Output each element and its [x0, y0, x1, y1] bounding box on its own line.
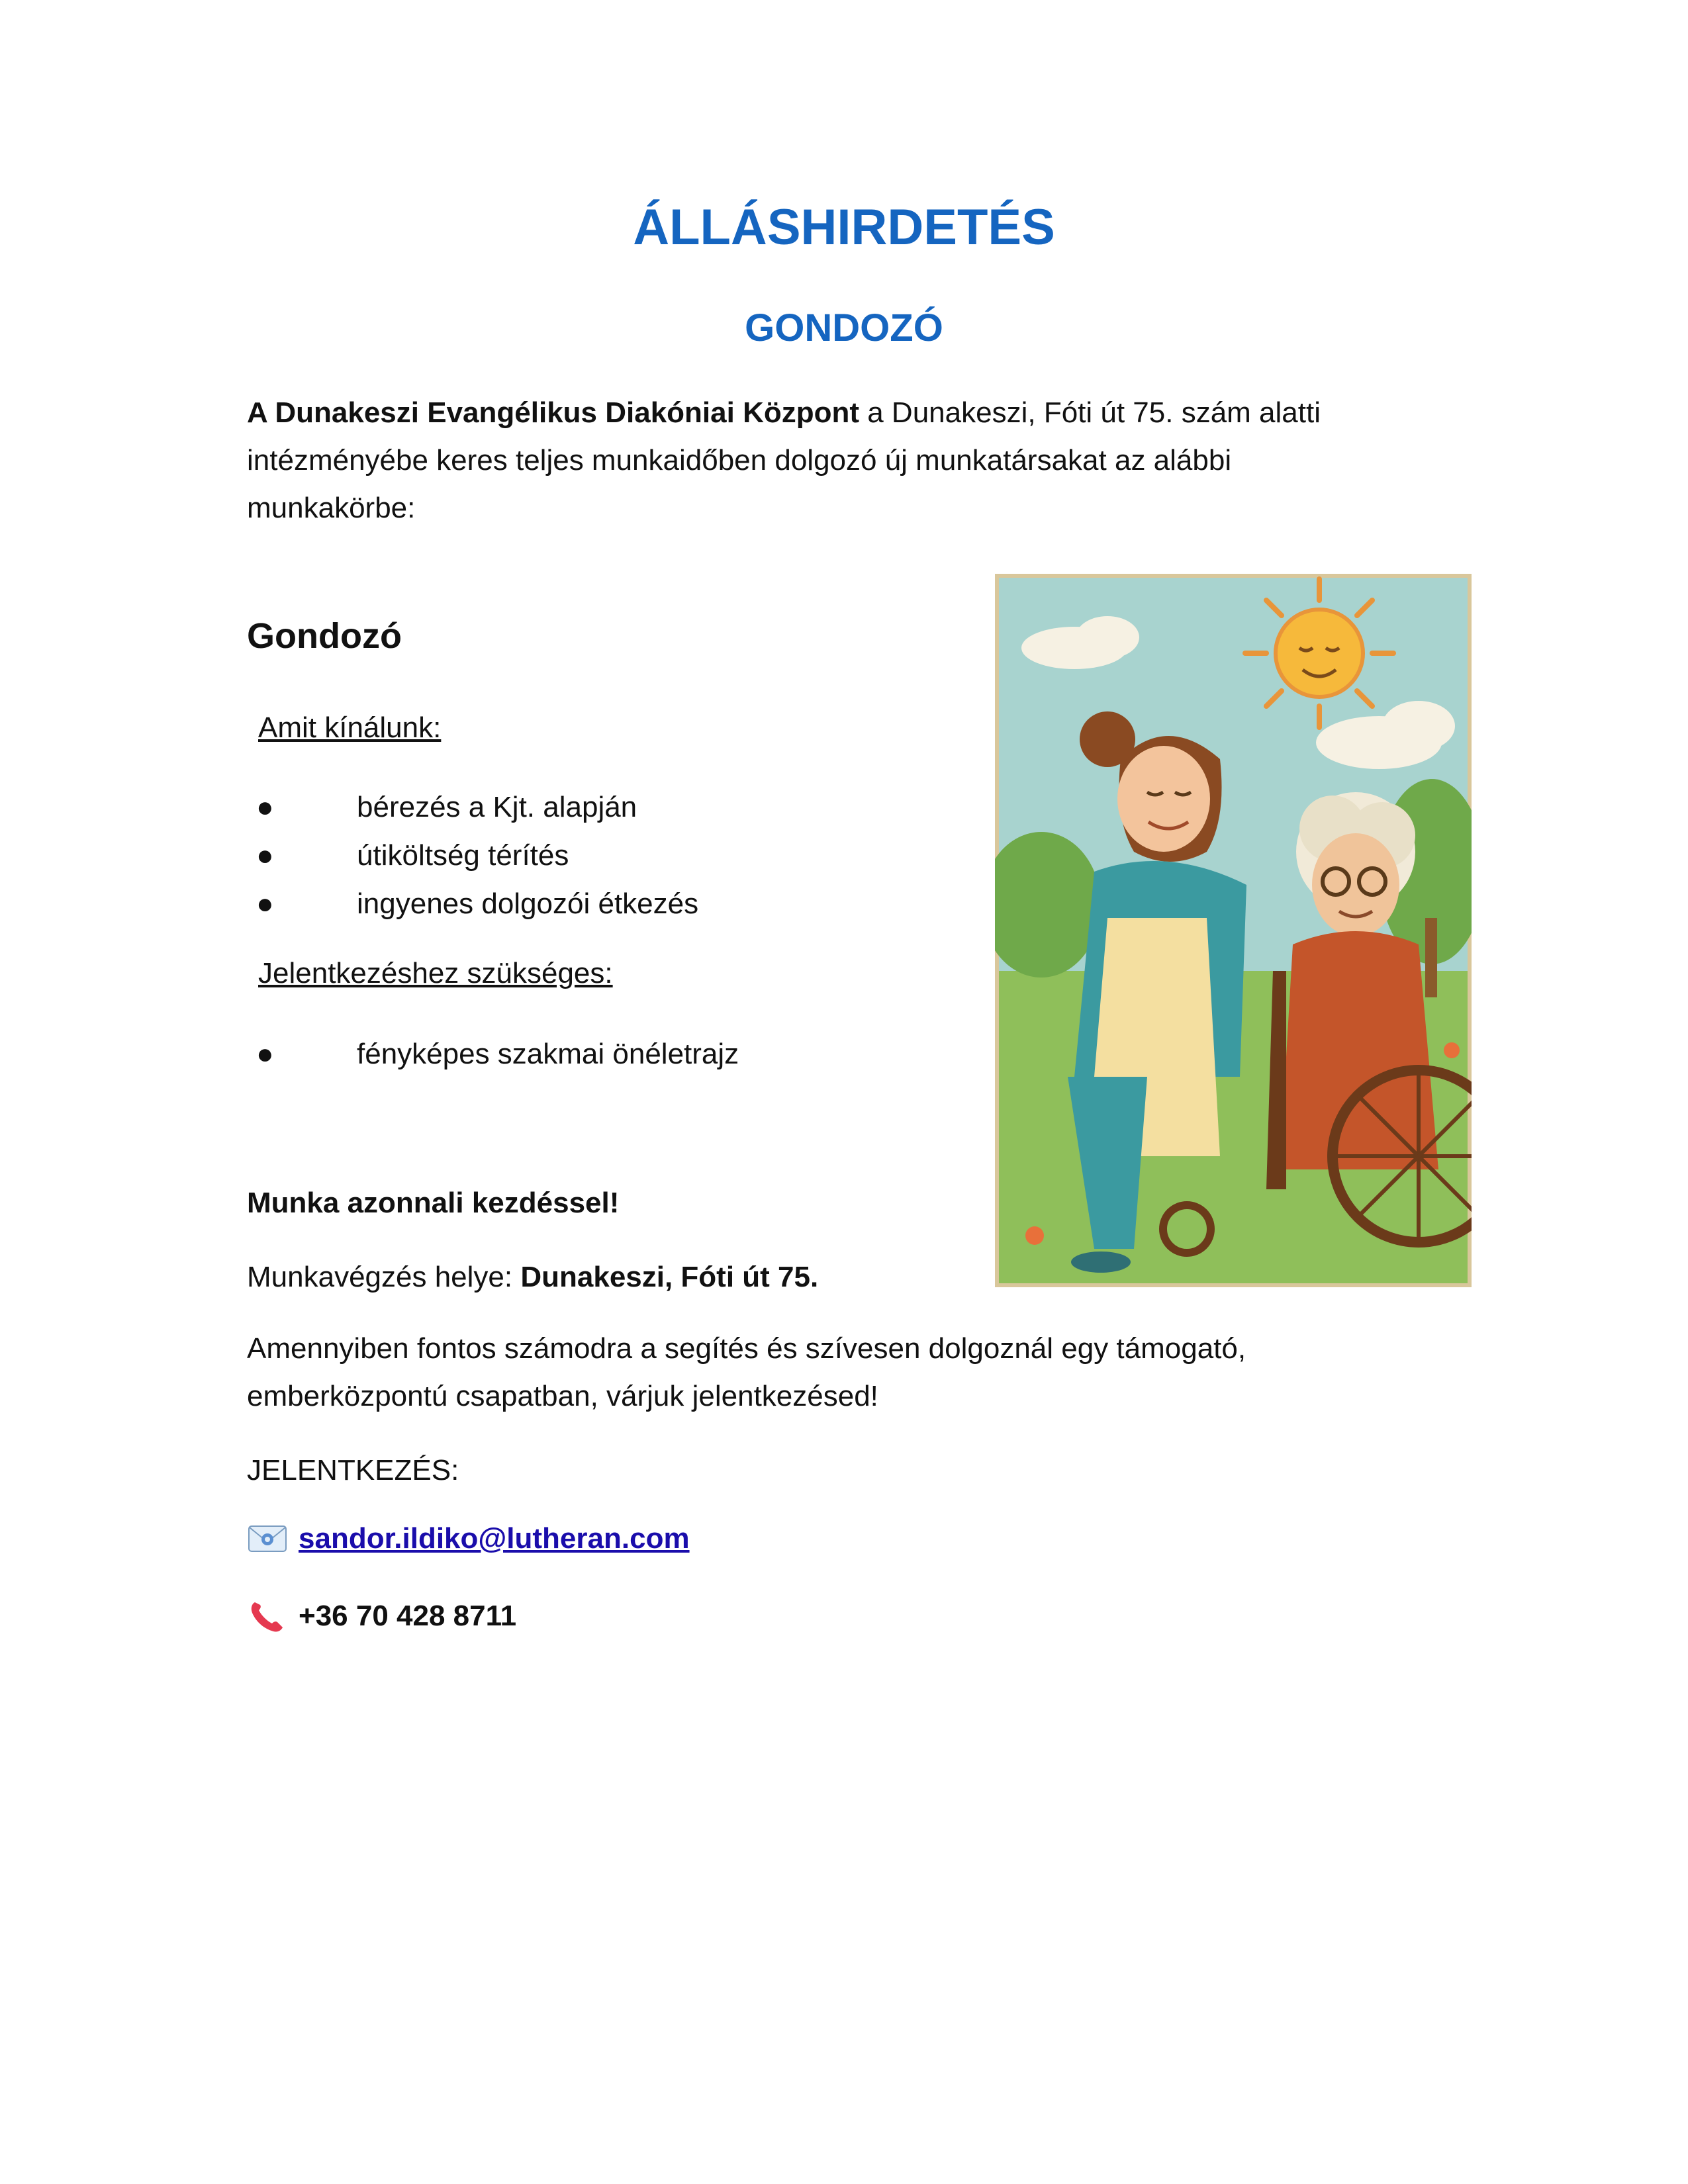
- offer-item-text: bérezés a Kjt. alapján: [357, 791, 637, 823]
- telephone-icon: [247, 1598, 288, 1634]
- bullet-icon: ●: [256, 1038, 274, 1070]
- offer-list: [247, 783, 698, 928]
- intro-paragraph: [247, 389, 1385, 532]
- bullet-icon: ●: [256, 887, 274, 920]
- offer-item-text: ingyenes dolgozói étkezés: [357, 887, 699, 920]
- bullet-icon: ●: [256, 791, 274, 823]
- page-subtitle: GONDOZÓ: [745, 306, 943, 349]
- closing-paragraph: Amennyiben fontos számodra a segítés és szívesen dolgoznál egy támogató, emberközpontú csapatban, várjuk jelentkezésed!: [247, 1332, 1246, 1412]
- list-item: [247, 1030, 739, 1078]
- requirements-list: [247, 1030, 739, 1078]
- intro-text: a Dunakeszi, Fóti út 75. szám alatti intézményébe keres teljes munkaidőben dolgozó új munkatársakat az alábbi munkakörbe:: [247, 396, 1321, 524]
- workplace-label: Munkavégzés helye:: [247, 1261, 521, 1293]
- bullet-icon: ●: [256, 839, 274, 872]
- start-notice: Munka azonnali kezdéssel!: [247, 1187, 620, 1219]
- offer-heading: Amit kínálunk:: [258, 711, 442, 744]
- apply-heading: JELENTKEZÉS:: [247, 1454, 459, 1486]
- organization-name: A Dunakeszi Evangélikus Diakóniai Központ: [247, 396, 860, 429]
- offer-item-text: útiköltség térítés: [357, 839, 569, 872]
- envelope-icon: [247, 1521, 288, 1557]
- position-title: Gondozó: [247, 616, 402, 656]
- caregiver-illustration: [995, 574, 1472, 1287]
- requirement-item-text: fényképes szakmai önéletrajz: [357, 1038, 739, 1070]
- list-item: [247, 783, 698, 831]
- phone-number: +36 70 428 8711: [299, 1600, 517, 1632]
- workplace-line: [247, 1253, 818, 1301]
- list-item: [247, 831, 698, 880]
- email-contact: [247, 1521, 690, 1557]
- phone-contact: [247, 1598, 516, 1634]
- page-title: ÁLLÁSHIRDETÉS: [633, 199, 1055, 255]
- requirements-heading: Jelentkezéshez szükséges:: [258, 957, 613, 989]
- workplace-value: Dunakeszi, Fóti út 75.: [520, 1261, 819, 1293]
- list-item: [247, 880, 698, 928]
- email-link[interactable]: sandor.ildiko@lutheran.com: [299, 1522, 690, 1555]
